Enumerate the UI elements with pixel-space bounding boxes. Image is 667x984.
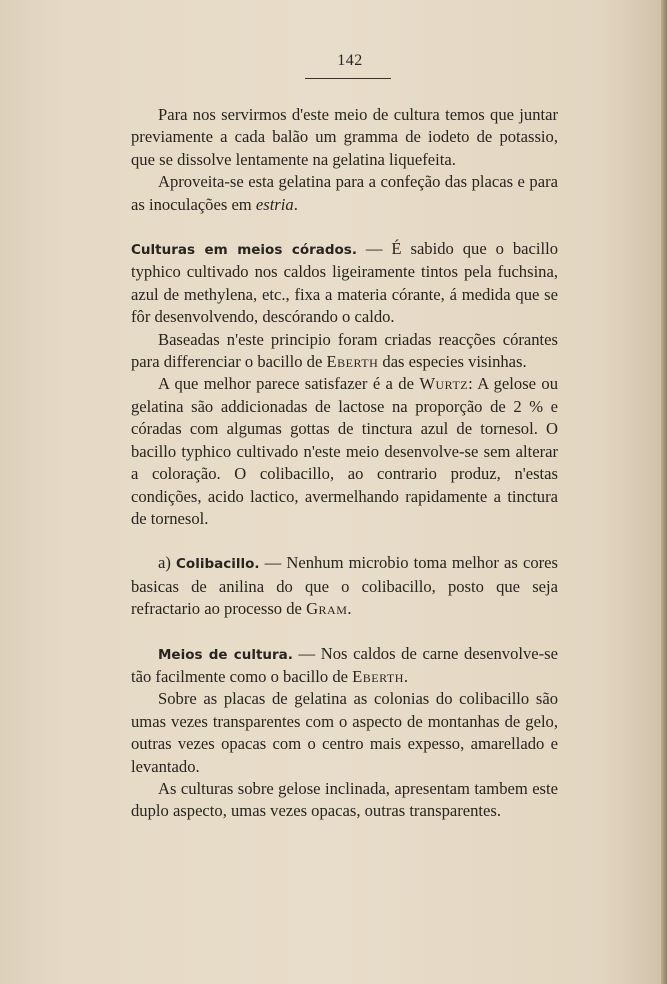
paragraph (131, 238, 558, 329)
list-marker: a) (158, 553, 177, 573)
paragraph-text: — Nos caldos de carne desenvolve-se tão facilmente como o bacillo de (131, 643, 558, 686)
section-gap (131, 621, 558, 643)
paragraph-text: . (403, 666, 409, 686)
author-name: Wurtz (419, 374, 469, 394)
paragraph (131, 552, 558, 620)
paragraph (131, 778, 558, 823)
body-text (131, 104, 558, 823)
paragraph-text: Baseadas n'este principio foram criadas reacções córantes para differenciar o bacillo de (131, 329, 558, 372)
author-name: Eberth (326, 352, 379, 372)
section-heading: Culturas em meios córados. (131, 242, 357, 259)
paragraph (131, 171, 558, 216)
paragraph (131, 688, 558, 778)
paragraph-text: das especies visinhas. (378, 352, 527, 372)
section-heading: Colibacillo. (176, 556, 260, 573)
paragraph-text: . (347, 599, 352, 619)
section-heading: Meios de cultura. (158, 646, 293, 663)
paragraph-text: Para nos servirmos d'este meio de cultura temos que juntar previamente a cada balão um gramma de iodeto de potassio, que se dissolve lentamente na gelatina liquefeita. (131, 105, 558, 169)
paragraph-text: A que melhor parece satisfazer é a de (158, 374, 420, 394)
paragraph (131, 643, 558, 689)
header-rule (305, 78, 391, 79)
section-gap (131, 530, 558, 552)
author-name: Gram (306, 599, 348, 619)
section-gap (131, 216, 558, 238)
paragraph-text: Sobre as placas de gelatina as colonias do colibacillo são umas vezes transparentes com o aspecto de montanhas de gelo, outras vezes opacas com o centro mais expesso, amarellado e levantado. (131, 689, 558, 776)
paragraph (131, 329, 558, 374)
paragraph-text: Aproveita-se esta gelatina para a confeção das placas e para as inoculações em (131, 172, 558, 214)
paragraph (131, 104, 558, 171)
italic-term: estria (255, 194, 294, 214)
paragraph-text: As culturas sobre gelose inclinada, apresentam tambem este duplo aspecto, umas vezes opacas, outras transparentes. (131, 778, 558, 821)
page-number: 142 (337, 52, 363, 69)
paragraph-text: — Nenhum microbio toma melhor as cores basicas de anilina do que o colibacillo, posto que seja refractario ao processo de (131, 553, 558, 619)
paragraph-text: : A gelose ou gelatina são addicionadas de lactose na proporção de 2 % e córadas com algumas gottas de tinctura azul de tornesol. O bacillo typhico cultivado n'este meio desenvolve-se sem alterar a coloração. O colibacillo, ao contrario produz, n'estas condições, acido lactico, avermelhando rapidamente a tinctura de tornesol. (131, 374, 558, 528)
paragraph-text: . (293, 194, 298, 214)
paragraph (131, 373, 558, 530)
author-name: Eberth (352, 666, 404, 686)
paragraph-text: — É sabido que o bacillo typhico cultivado nos caldos ligeiramente tintos pela fuchsina, azul de methylena, etc., fixa a materia córante, á medida que se fôr desenvolvendo, descórando o caldo. (131, 239, 558, 327)
page-edge (661, 0, 667, 984)
